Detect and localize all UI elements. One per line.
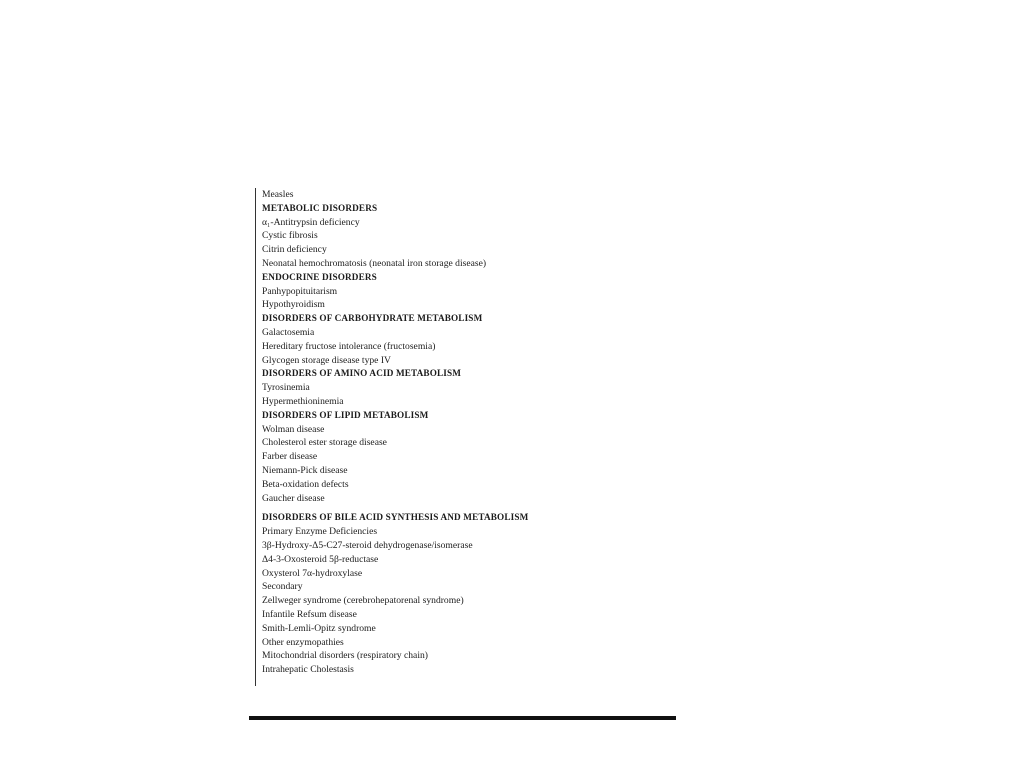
list-item: Beta-oxidation defects bbox=[262, 478, 349, 490]
list-item: Cholesterol ester storage disease bbox=[262, 437, 387, 449]
list-item: Panhypopituitarism bbox=[262, 285, 338, 297]
section-heading: DISORDERS OF LIPID METABOLISM bbox=[262, 409, 429, 420]
list-item: Primary Enzyme Deficiencies bbox=[262, 526, 378, 538]
list-item: Wolman disease bbox=[262, 423, 325, 435]
list-item: Gaucher disease bbox=[262, 492, 325, 504]
list-item: Infantile Refsum disease bbox=[262, 608, 357, 620]
list-item: Measles bbox=[262, 189, 294, 200]
list-item: α₁-Antitrypsin deficiency bbox=[262, 216, 360, 228]
list-item: Hypermethioninemia bbox=[262, 395, 344, 407]
list-item: Zellweger syndrome (cerebrohepatorenal syndrome) bbox=[262, 595, 464, 607]
list-item: Cystic fibrosis bbox=[262, 230, 318, 242]
list-item: Smith-Lemli-Opitz syndrome bbox=[262, 622, 376, 634]
section-heading: ENDOCRINE DISORDERS bbox=[262, 271, 377, 282]
list-item: Secondary bbox=[262, 581, 303, 593]
list-item: Glycogen storage disease type IV bbox=[262, 354, 391, 366]
disorder-list bbox=[255, 188, 675, 686]
list-item: Neonatal hemochromatosis (neonatal iron storage disease) bbox=[262, 257, 487, 269]
list-item: Galactosemia bbox=[262, 326, 315, 338]
list-item: Niemann-Pick disease bbox=[262, 464, 348, 476]
list-item: Δ4-3-Oxosteroid 5β-reductase bbox=[262, 553, 379, 565]
list-item: Tyrosinemia bbox=[262, 382, 310, 394]
section-heading: METABOLIC DISORDERS bbox=[262, 202, 378, 213]
list-item: 3β-Hydroxy-Δ5-C27-steroid dehydrogenase/isomerase bbox=[262, 539, 473, 551]
list-item: Hereditary fructose intolerance (fructosemia) bbox=[262, 340, 436, 352]
list-item: Mitochondrial disorders (respiratory chain) bbox=[262, 650, 428, 662]
list-item: Intrahepatic Cholestasis bbox=[262, 664, 354, 676]
list-item: Oxysterol 7α-hydroxylase bbox=[262, 567, 363, 579]
section-heading: DISORDERS OF BILE ACID SYNTHESIS AND METABOLISM bbox=[262, 512, 529, 523]
section-heading: DISORDERS OF AMINO ACID METABOLISM bbox=[262, 368, 462, 379]
list-item: Farber disease bbox=[262, 451, 318, 463]
list-item: Hypothyroidism bbox=[262, 299, 325, 311]
bottom-rule bbox=[249, 716, 676, 720]
list-item: Citrin deficiency bbox=[262, 244, 327, 256]
section-heading: DISORDERS OF CARBOHYDRATE METABOLISM bbox=[262, 313, 483, 324]
list-item: Other enzymopathies bbox=[262, 636, 344, 648]
